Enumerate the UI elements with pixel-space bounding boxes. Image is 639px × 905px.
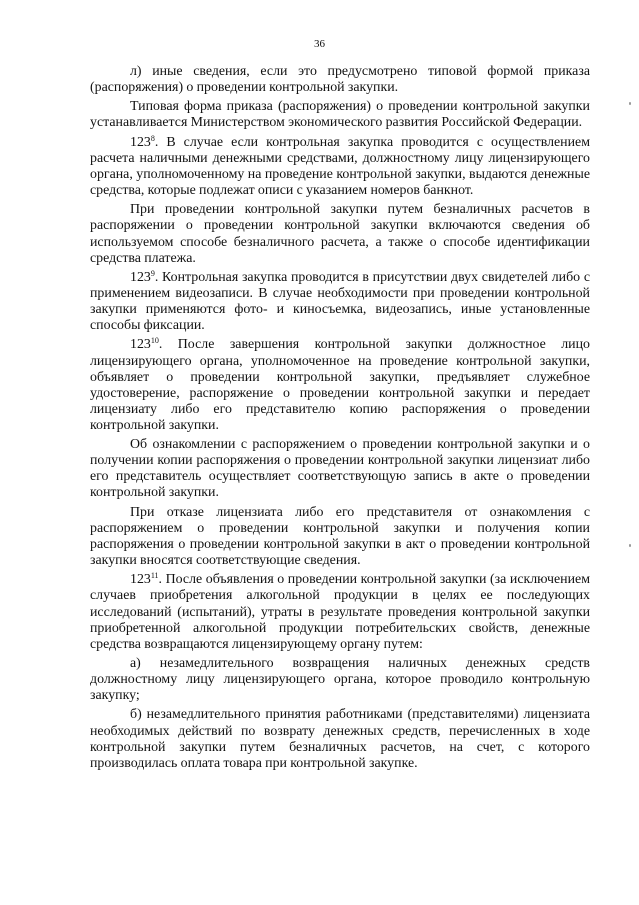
clause-number: 123: [130, 134, 151, 150]
page-number: 36: [314, 38, 325, 50]
paragraph-clause-123-10: [90, 337, 590, 434]
paragraph-acknowledgement: [90, 437, 590, 501]
paragraph-text: . После завершения контрольной закупки должностное лицо лицензирующего органа, уполномоченное на проведение контрольной закупки, объявляет о проведении контрольной закупки, предъявляет служебное удостоверение, распоряжение о проведении контрольной закупки и передает лицензиату либо его представителю копию распоряжения о проведении контрольной закупки.: [90, 337, 590, 433]
paragraph-clause-123-8: [90, 135, 590, 199]
clause-superscript: 11: [150, 571, 159, 581]
paragraph-text: . После объявления о проведении контрольной закупки (за исключением случаев приобретения алкогольной продукции в целях ее последующих исследований (испытаний), утраты в результате проведения контрольной закупки приобретенной алкогольной продукции потребительских свойств, денежные средства возвращаются лицензирующему органу путем:: [90, 572, 590, 652]
paragraph-text: б) незамедлительного принятия работниками (представителями) лицензиата необходимых действий по возврату денежных средств, перечисленных в ходе контрольной закупки путем безналичных расчетов, на счет, с которого производилась оплата товара при контрольной закупке.: [90, 707, 590, 771]
clause-superscript: 9: [150, 268, 155, 278]
clause-number: 123: [130, 337, 151, 353]
scan-edge-mark: [629, 544, 631, 547]
paragraph-item-a: [90, 656, 590, 704]
paragraph-standard-form: [90, 99, 590, 131]
paragraph-text: Об ознакомлении с распоряжением о проведении контрольной закупки и о получении копии распоряжения о проведении контрольной закупки лицензиат либо его представитель осуществляет соответствующую запись в акте о проведении контрольной закупки.: [90, 437, 590, 501]
clause-superscript: 10: [150, 336, 159, 346]
scan-edge-mark: [629, 102, 631, 105]
paragraph-refusal: [90, 505, 590, 569]
paragraph-text: При проведении контрольной закупки путем безналичных расчетов в распоряжении о проведении контрольной закупки включаются сведения об используемом способе безналичного расчета, а также о способе идентификации средства платежа.: [90, 202, 590, 266]
paragraph-clause-123-9: [90, 270, 590, 334]
paragraph-text: . Контрольная закупка проводится в присутствии двух свидетелей либо с применением видеозаписи. В случае необходимости при проведении контрольной закупки применяются фото- и киносъемка, видеозапись, иные установленные способы фиксации.: [90, 269, 590, 334]
clause-number: 123: [130, 269, 151, 285]
clause-number: 123: [130, 572, 151, 588]
paragraph-clause-123-11: [90, 572, 590, 652]
document-body: [90, 64, 590, 775]
paragraph-cashless: [90, 202, 590, 266]
paragraph-item-b: [90, 707, 590, 771]
paragraph-list-item-l: [90, 64, 590, 96]
paragraph-text: Типовая форма приказа (распоряжения) о проведении контрольной закупки устанавливается Министерством экономического развития Российской Федерации.: [90, 99, 590, 131]
paragraph-text: л) иные сведения, если это предусмотрено типовой формой приказа (распоряжения) о проведении контрольной закупки.: [90, 64, 590, 96]
clause-superscript: 8: [150, 133, 155, 143]
paragraph-text: а) незамедлительного возвращения наличных денежных средств должностному лицу лицензирующего органа, которое проводило контрольную закупку;: [90, 655, 590, 704]
paragraph-text: При отказе лицензиата либо его представителя от ознакомления с распоряжением о проведении контрольной закупки и получения копии распоряжения о проведении контрольной закупки в акт о проведении контрольной закупки вносятся соответствующие сведения.: [90, 504, 590, 569]
paragraph-text: . В случае если контрольная закупка проводится с осуществлением расчета наличными денежными средствами, должностному лицу лицензирующего органа, уполномоченному на проведение контрольной закупки, выдаются денежные средства, которые подлежат описи с указанием номеров банкнот.: [90, 134, 590, 199]
